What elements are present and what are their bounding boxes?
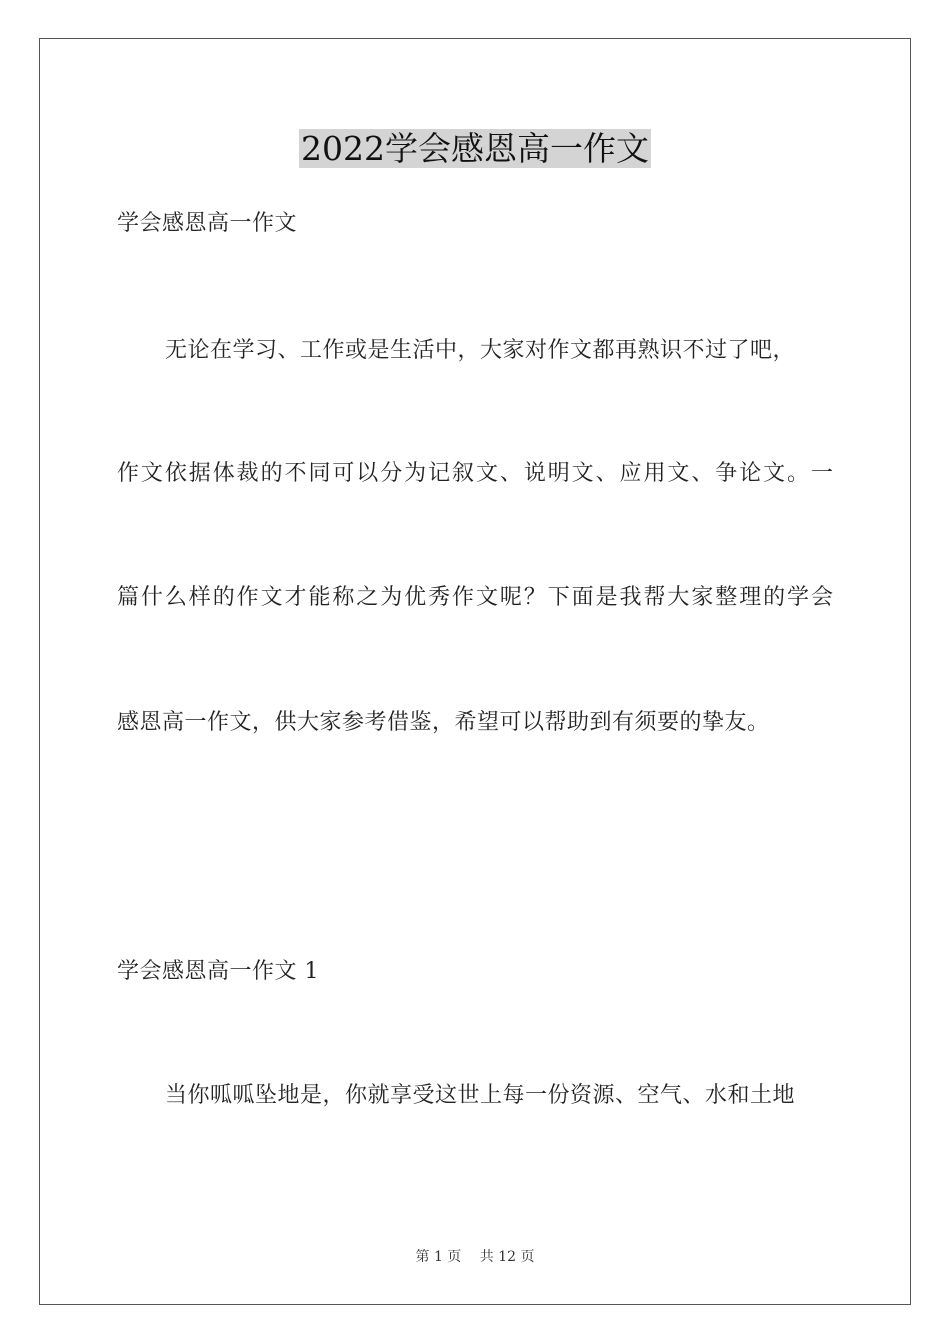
section-heading: 学会感恩高一作文 1	[117, 959, 319, 984]
document-title-text: 2022学会感恩高一作文	[301, 129, 649, 168]
subtitle: 学会感恩高一作文	[117, 211, 298, 236]
intro-line-4: 感恩高一作文，供大家参考借鉴，希望可以帮助到有须要的挚友。	[117, 710, 770, 735]
page-footer	[0, 1247, 950, 1267]
page-total: 共 12 页	[479, 1249, 535, 1265]
page-number: 第 1 页	[415, 1249, 462, 1265]
intro-line-3: 篇什么样的作文才能称之为优秀作文呢？下面是我帮大家整理的学会	[117, 585, 833, 610]
section-line-1: 当你呱呱坠地是，你就享受这世上每一份资源、空气、水和土地	[165, 1083, 796, 1108]
document-title	[0, 126, 950, 172]
intro-line-2: 作文依据体裁的不同可以分为记叙文、说明文、应用文、争论文。一	[117, 461, 833, 486]
intro-line-1: 无论在学习、工作或是生活中，大家对作文都再熟识不过了吧，	[165, 338, 796, 363]
